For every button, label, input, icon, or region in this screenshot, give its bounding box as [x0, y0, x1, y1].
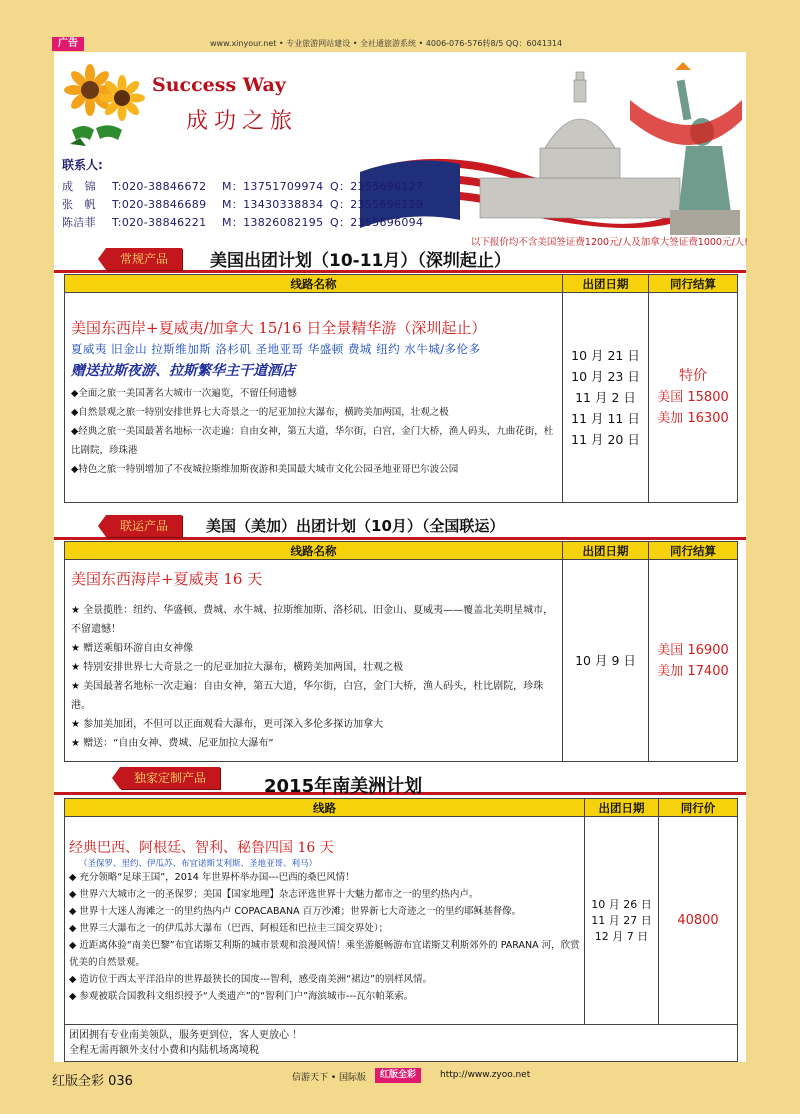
list-item: ★ 全景揽胜：纽约、华盛顿、费城、水牛城、拉斯维加斯、洛杉矶、旧金山、夏威夷——覆盖北美明星城市，不留遗憾！ [71, 605, 554, 635]
section-title: 美国（美加）出团计划（10月）（全国联运） [206, 517, 505, 535]
section-divider [54, 537, 746, 540]
contact-mobile: M：13430338834 [222, 198, 324, 211]
section-tag: 独家定制产品 [120, 767, 220, 789]
list-item: ◆自然景观之旅一特别安排世界七大奇景之一的尼亚加拉大瀑布，横跨美加两国，壮观之极 [71, 406, 449, 418]
contact-name: 成 锦 [62, 180, 96, 193]
list-item: ★ 美国最著名地标一次走遍：自由女神，第五大道，华尔街，白宫，金门大桥，渔人码头，杜比剧院，珍珠港。 [71, 681, 544, 711]
ad-tag: 广告 [52, 37, 84, 51]
contact-tel: T:020-38846672 [112, 180, 207, 193]
price-cell [659, 817, 738, 1025]
departure-date: 10 月 9 日 [575, 653, 636, 668]
col-header-price: 同行结算 [649, 275, 738, 293]
col-header-route: 线路名称 [65, 275, 563, 293]
footer-page-label: 红版全彩 036 [52, 1074, 133, 1089]
contact-qq: Q：2355696127 [330, 180, 424, 193]
list-item: ◆全面之旅一美国著名大城市一次遍览，不留任何遗憾 [71, 387, 297, 399]
top-info-text: www.xinyour.net • 专业旅游网站建设 • 全社通旅游系统 • 4006-076-576转8/5 QQ：6041314 [210, 39, 563, 48]
contact-mobile: M：13751709974 [222, 180, 324, 193]
list-item: ★ 参加美加团，不但可以正面观看大瀑布，更可深入多伦多探访加拿大 [71, 719, 384, 730]
route-gift: 赠送拉斯夜游、拉斯繁华主干道酒店 [71, 362, 295, 379]
list-item: ◆ 近距离体验“南美巴黎”布宜诺斯艾利斯的城市景观和浪漫风情！乘坐游艇畅游布宜诺斯艾利斯郊外的 PARANA 河，欣赏优美的自然景观。 [69, 939, 580, 968]
contact-qq: Q：2355696094 [330, 216, 424, 229]
tour-table [64, 274, 738, 503]
departure-date: 11 月 20 日 [571, 432, 640, 447]
date-cell [563, 293, 649, 503]
contact-tel: T:020-38846221 [112, 216, 207, 229]
list-item: ◆经典之旅一美国最著名地标一次走遍：自由女神，第五大道，华尔街，白宫，金门大桥，渔人码头，九曲花街，杜比剧院，珍珠港 [71, 425, 554, 456]
contacts-label: 联系人: [62, 158, 103, 172]
list-item: ◆ 世界六大城市之一的圣保罗；美国【国家地理】杂志评选世界十大魅力都市之一的里约热内卢。 [69, 888, 479, 900]
route-cities: （圣保罗、里约、伊瓜苏、布宜诺斯艾利斯、圣地亚哥、利马） [79, 858, 318, 869]
col-header-route: 线路名称 [65, 542, 563, 560]
note-line: 团团拥有专业南美领队，服务更到位，客人更放心 ！ [69, 1030, 303, 1041]
list-item: ◆ 参观被联合国教科文组织授予“人类遗产”的“智利门户”海滨城市---瓦尔帕莱索。 [69, 990, 414, 1002]
route-cell [65, 293, 563, 503]
list-item: ★ 赠送乘船环游自由女神像 [71, 643, 194, 654]
section-header [54, 513, 746, 541]
route-cell [65, 560, 563, 762]
sunflower-logo-icon [62, 64, 152, 154]
contact-qq: Q：2355696129 [330, 198, 424, 211]
contact-row [62, 178, 423, 194]
route-title: 美国东西海岸+夏威夷 16 天 [71, 570, 263, 588]
price-value: 美加 16300 [657, 411, 729, 426]
route-cities: 夏威夷 旧金山 拉斯维加斯 洛杉矶 圣地亚哥 华盛顿 费城 纽约 水牛城/多伦多 [71, 341, 481, 356]
list-item: ◆ 充分领略“足球王国”，2014 年世界杯举办国---巴西的桑巴风情！ [69, 871, 355, 883]
price-value: 美国 15800 [657, 390, 729, 405]
col-header-price: 同行结算 [649, 542, 738, 560]
section-tag: 联运产品 [106, 515, 182, 537]
price-value: 40800 [677, 913, 719, 928]
tour-table [64, 541, 738, 762]
col-header-date: 出团日期 [585, 799, 659, 817]
visa-fee-note: 以下报价均不含美国签证费1200元/人及加拿大签证费1000元/人! [470, 237, 748, 248]
footer-url: http://www.zyoo.net [440, 1070, 531, 1080]
date-cell [563, 560, 649, 762]
note-line: 全程无需再额外支付小费和内陆机场离境税 [69, 1045, 259, 1056]
departure-date: 10 月 23 日 [571, 369, 640, 384]
departure-date: 11 月 2 日 [575, 390, 636, 405]
list-item: ★ 特别安排世界七大奇景之一的尼亚加拉大瀑布，横跨美加两国，壮观之极 [71, 662, 404, 673]
contact-row [62, 214, 423, 230]
departure-date: 10 月 26 日 [591, 897, 652, 911]
list-item: ◆特色之旅一特别增加了不夜城拉斯维加斯夜游和美国最大城市文化公园圣地亚哥巴尔波公园 [71, 463, 459, 475]
departure-date: 11 月 27 日 [591, 913, 652, 927]
price-label: 特价 [679, 368, 707, 384]
brand-name-en: Success Way [152, 74, 286, 96]
brand-name-cn: 成功之旅 [186, 109, 299, 134]
departure-date: 11 月 11 日 [571, 411, 640, 426]
footer-tag: 红版全彩 [375, 1068, 421, 1083]
list-item: ◆ 造访位于西太平洋沿岸的世界最狭长的国度---智利，感受南美洲“裙边”的别样风情。 [69, 973, 432, 985]
list-item: ◆ 世界三大瀑布之一的伊瓜苏大瀑布（巴西、阿根廷和巴拉圭三国交界处）； [69, 922, 389, 934]
section-tag: 常规产品 [106, 248, 182, 270]
route-title: 美国东西岸+夏威夷/加拿大 15/16 日全景精华游（深圳起止） [71, 318, 487, 337]
list-item: ◆ 世界十大迷人海滩之一的里约热内卢 COPACABANA 百万沙滩；世界新七大奇迹之一的里约耶稣基督像。 [69, 905, 522, 917]
departure-date: 12 月 7 日 [594, 929, 649, 943]
contact-name: 陈洁菲 [62, 216, 96, 229]
footer-brand: 信游天下 • 国际版 [292, 1073, 367, 1083]
col-header-route: 线路 [65, 799, 585, 817]
price-value: 美加 17400 [657, 663, 729, 679]
col-header-price: 同行价 [659, 799, 738, 817]
date-cell [585, 817, 659, 1025]
col-header-date: 出团日期 [563, 542, 649, 560]
route-cell [65, 817, 585, 1025]
contact-name: 张 帆 [62, 198, 96, 211]
contact-tel: T:020-38846689 [112, 198, 207, 211]
price-cell [649, 560, 738, 762]
section-header [54, 768, 746, 796]
price-value: 美国 16900 [657, 642, 729, 658]
list-item: ★ 赠送：“自由女神、费城、尼亚加拉大瀑布” [71, 738, 274, 749]
section-title: 2015年南美洲计划 [264, 776, 423, 797]
contact-row [62, 196, 423, 212]
section-title: 美国出团计划（10-11月）（深圳起止） [210, 251, 511, 271]
col-header-date: 出团日期 [563, 275, 649, 293]
notes-cell [65, 1025, 738, 1062]
route-title: 经典巴西、阿根廷、智利、秘鲁四国 16 天 [69, 839, 334, 856]
section-header [54, 246, 746, 274]
contact-mobile: M：13826082195 [222, 216, 324, 229]
tour-table [64, 798, 738, 1062]
price-cell [649, 293, 738, 503]
departure-date: 10 月 21 日 [571, 348, 640, 363]
